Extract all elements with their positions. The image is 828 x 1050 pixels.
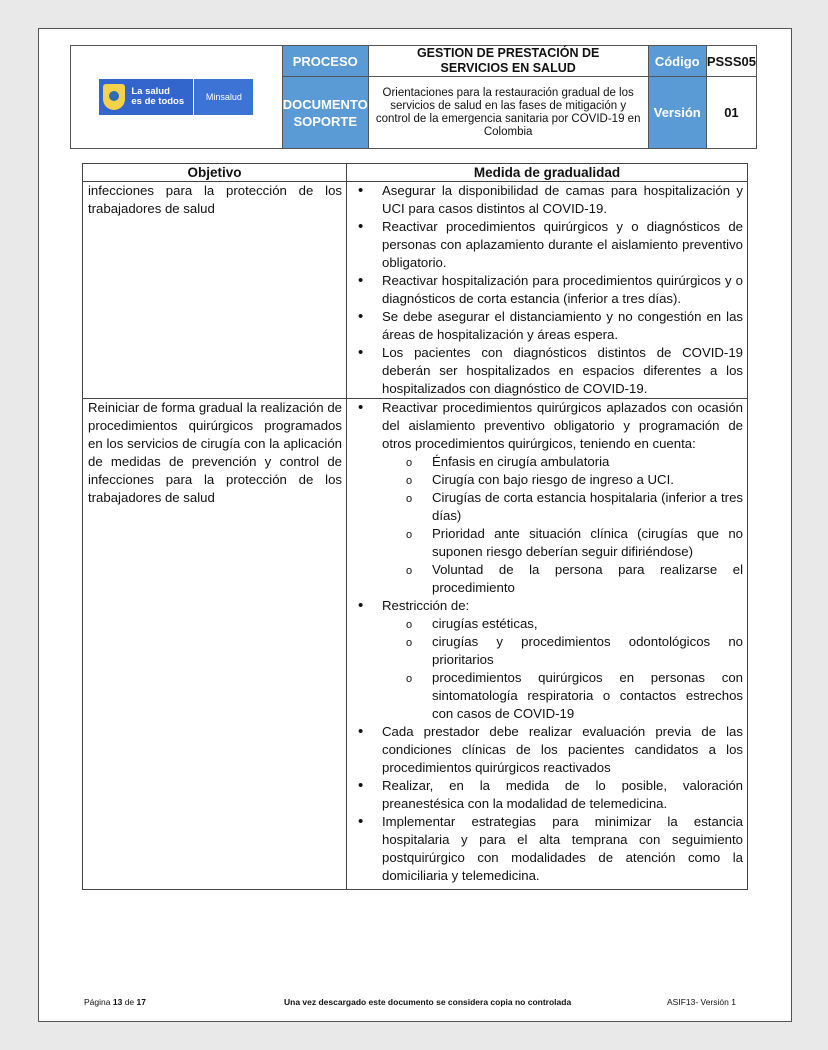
proceso-value: GESTION DE PRESTACIÓN DE SERVICIOS EN SALUD bbox=[368, 46, 648, 77]
medida-cell bbox=[347, 399, 748, 890]
sub-list-item: o Cirugías de corta estancia hospitalaria (inferior a tres días) bbox=[432, 489, 743, 525]
version-value: 01 bbox=[706, 77, 756, 149]
gradualidad-table bbox=[82, 163, 748, 890]
col-medida-header: Medida de gradualidad bbox=[347, 164, 748, 182]
logo-brand: Minsalud bbox=[193, 79, 253, 115]
list-item: • Reactivar procedimientos quirúrgicos y o diagnósticos de personas con aplazamiento durante el aislamiento preventivo obligatorio. bbox=[382, 218, 743, 272]
form-code: ASIF13- Versión 1 bbox=[667, 997, 736, 1007]
list-item: • Se debe asegurar el distanciamiento y no congestión en las áreas de hospitalización y áreas espera. bbox=[382, 308, 743, 344]
list-item: • Asegurar la disponibilidad de camas para hospitalización y UCI para casos distintos al COVID-19. bbox=[382, 182, 743, 218]
documento-value: Orientaciones para la restauración gradual de los servicios de salud en las fases de mitigación y control de la emergencia sanitaria por COVID-19 en Colombia bbox=[368, 77, 648, 149]
copy-notice: Una vez descargado este documento se considera copia no controlada bbox=[284, 997, 572, 1007]
list-item: • Cada prestador debe realizar evaluación previa de las condiciones clínicas de los pacientes candidatos a los procedimientos quirúrgicos reactivados bbox=[382, 723, 743, 777]
list-item: • Realizar, en la medida de lo posible, valoración preanestésica con la modalidad de telemedicina. bbox=[382, 777, 743, 813]
version-label: Versión bbox=[648, 77, 706, 149]
sub-list-item: o Voluntad de la persona para realizarse el procedimiento bbox=[432, 561, 743, 597]
objetivo-cell: infecciones para la protección de los trabajadores de salud bbox=[83, 182, 347, 399]
minsalud-logo bbox=[99, 79, 253, 115]
list-item: • Implementar estrategias para minimizar la estancia hospitalaria y para el alta temprana con seguimiento postquirúrgico con modalidades de atención como la domiciliaria y telemedicina. bbox=[382, 813, 743, 885]
medida-cell bbox=[347, 182, 748, 399]
list-item: • Reactivar procedimientos quirúrgicos aplazados con ocasión del aislamiento preventivo obligatorio y programación de otros procedimientos quirúrgicos, teniendo en cuenta: o Énfasis en cirugía ambulatoria o Cirugía con bajo riesgo de ingreso a UCI. o Cirugías de corta estancia hospitalaria (inferior a tres días) o Prioridad ante situación clínica (cirugías que no suponen riesgo deberían seguir difiriéndose) o Voluntad de la persona para realizarse el procedimiento bbox=[382, 399, 743, 597]
sub-list-item: o Énfasis en cirugía ambulatoria bbox=[432, 453, 743, 471]
list-item: • Los pacientes con diagnósticos distintos de COVID-19 deberán ser hospitalizados en espacios diferentes a los hospitalizados con diagnóstico de COVID-19. bbox=[382, 344, 743, 398]
documento-label: DOCUMENTO SOPORTE bbox=[282, 77, 368, 149]
proceso-label: PROCESO bbox=[282, 46, 368, 77]
col-objetivo-header: Objetivo bbox=[83, 164, 347, 182]
sub-list-item: o Prioridad ante situación clínica (cirugías que no suponen riesgo deberían seguir difiriéndose) bbox=[432, 525, 743, 561]
list-item: • Restricción de: o cirugías estéticas, o cirugías y procedimientos odontológicos no prioritarios o procedimientos quirúrgicos en personas con sintomatología respiratoria o contactos estrechos con casos de COVID-19 bbox=[382, 597, 743, 723]
document-page bbox=[38, 28, 792, 1022]
sub-list-item: o cirugías estéticas, bbox=[432, 615, 743, 633]
logo-text-line2: es de todos bbox=[131, 96, 185, 107]
codigo-label: Código bbox=[648, 46, 706, 77]
coat-of-arms-icon bbox=[103, 84, 125, 110]
table-row bbox=[83, 399, 748, 890]
list-item: • Reactivar hospitalización para procedimientos quirúrgicos y o diagnósticos de corta estancia (inferior a tres días). bbox=[382, 272, 743, 308]
logo-cell bbox=[71, 46, 283, 149]
codigo-value: PSSS05 bbox=[706, 46, 756, 77]
sub-list-item: o cirugías y procedimientos odontológicos no prioritarios bbox=[432, 633, 743, 669]
table-row bbox=[83, 182, 748, 399]
page-number: Página 13 de 17 bbox=[84, 997, 146, 1007]
sub-list-item: o procedimientos quirúrgicos en personas con sintomatología respiratoria o contactos estrechos con casos de COVID-19 bbox=[432, 669, 743, 723]
document-header bbox=[70, 45, 757, 149]
objetivo-cell: Reiniciar de forma gradual la realización de procedimientos quirúrgicos programados en los servicios de cirugía con la aplicación de medidas de prevención y control de infecciones para la protección de los trabajadores de salud bbox=[83, 399, 347, 890]
sub-list-item: o Cirugía con bajo riesgo de ingreso a UCI. bbox=[432, 471, 743, 489]
logo-text-line1: La salud bbox=[131, 86, 170, 97]
